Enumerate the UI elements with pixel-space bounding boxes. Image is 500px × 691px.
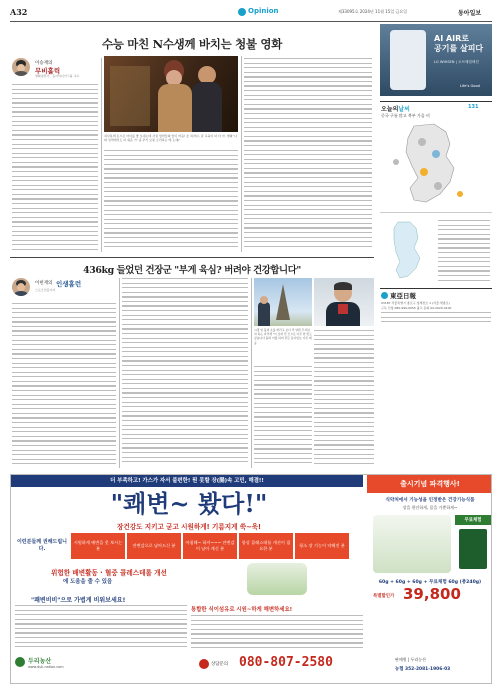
article2-text-col2 (122, 278, 248, 468)
column-divider (251, 278, 252, 468)
weather-cloud-icon (418, 138, 426, 146)
masthead-address: 03187 서울특별시 종로구 청계천로 1 (서울·세종로) (381, 301, 450, 305)
ad-top-lg[interactable] (380, 24, 492, 96)
ad-top-banner: 더 부족하고! 가스가 자서 불편한! 뭔 못할 장(腸)속 고민, 해결!! (11, 475, 363, 487)
weather-cloud-icon (434, 182, 442, 190)
bottom-advertisement[interactable] (10, 474, 492, 684)
ad-ministry-label: 통합한 식이섬유로 시원~하게 해변하세요! (191, 607, 293, 613)
ad-benefit-1: 시원하게 배변을 못 보시는 분 (71, 533, 125, 559)
ad-right-title: 식약처에서 기능성을 인정받은 건강기능식품 (385, 498, 475, 503)
opinion-logo-icon (238, 8, 246, 16)
ad-consult-label: 상담문의 (211, 662, 228, 667)
column-name: 무비홀릭 (35, 67, 61, 75)
ad-phone-number[interactable]: 080-807-2580 (239, 655, 333, 670)
ad-right-sub: 장을 편안하게, 몸을 가뿐하게~ (402, 505, 458, 510)
masthead-phones: 구독 신청 080-999-0055 광고 문의 02-2020-0100 (381, 306, 452, 310)
article1-headline: 수능 마친 N수생께 바치는 청불 영화 (101, 37, 283, 51)
air-conditioner-illustration (390, 30, 426, 90)
weather-label: 오늘의날씨 (381, 106, 410, 113)
ad-top-product: LG WHISEN | 오브제컬렉션 (434, 60, 479, 64)
columnist-portrait (12, 58, 30, 76)
weather-sun-icon (420, 168, 428, 176)
ad-product-name: "쾌변비비"으로 가볍게 비워보세요! (31, 597, 126, 604)
ad-gift-label: 무료체험 (455, 515, 491, 525)
weather-cloud-icon (393, 159, 399, 165)
ad-gift-box-illustration (459, 529, 487, 569)
columnist-title: 영화평론가 · 동아미디어그룹 교수 (35, 74, 80, 78)
article1-text-col1 (12, 84, 98, 252)
article2-text-col3b (254, 366, 312, 468)
ad-company-logo-icon (15, 657, 25, 667)
columnist-title: 스포츠전문기자 (35, 288, 56, 292)
ad-product-box-illustration (373, 515, 451, 573)
header-rule (10, 21, 492, 22)
article2-headline: 436kg 들었던 건장군 "부게 육심? 버려야 건강합니다" (83, 265, 301, 276)
ad-warning-title: 위험한 배변활동 · 혈중 콜레스테롤 개선 (51, 569, 167, 577)
columnist-portrait (12, 278, 30, 296)
brand-name: 동아일보 (458, 10, 482, 17)
ad-price-plan: 60g + 60g + 60g + 무료체험 60g (총240g) (378, 580, 482, 585)
weather-map (384, 122, 488, 208)
movie-still-photo (104, 56, 238, 132)
ad-left-label: 이런분들께 권해드립니다. (16, 539, 68, 552)
columnist-name: 이승재의 (35, 61, 53, 66)
eiffel-tower-photo (254, 278, 312, 326)
ad-sub-slogan: 장건강도 지키고 굳고 시원하게! 기름지게 쑥~욱! (116, 523, 262, 531)
weather-divider (380, 212, 492, 213)
ad-body-text (15, 605, 187, 651)
ad-product-illustration (247, 563, 307, 595)
article1-photo-caption: 치사하게 돈으로 아이를 좋 보내는데 사실 엄마들의 앞이 마음! 조 치자나, 갈 교육이 더 다 아. 영화 '나의 성적에서도 더 쉬운 가' 중 쿠키 보통 소리하는 에 도예? (104, 134, 238, 143)
weather-table (438, 220, 490, 284)
korea-peninsula-shape (406, 124, 454, 202)
article1-text-col2 (104, 150, 238, 252)
weather-subtitle: 중국 구름 많고 북부 가끔 비 (381, 113, 430, 118)
article1-text-col3 (244, 58, 372, 252)
ad-top-slogan: Life's Good (460, 84, 480, 88)
column-divider (101, 58, 102, 252)
athlete-portrait-photo (314, 278, 374, 326)
ad-price-value: 39,800 (403, 585, 461, 603)
article2-text-col3 (314, 330, 374, 468)
column-divider (241, 56, 242, 252)
korea-peninsula-shape (394, 222, 420, 278)
ad-company-name: 두리농산 (28, 658, 52, 665)
masthead-details (381, 312, 491, 326)
column-name: 인생홈런 (56, 280, 82, 288)
article2-text-col1 (12, 303, 116, 468)
ad-right-badge: 출시기념 파격행사! (367, 475, 492, 493)
weather-date-badge: 131 (468, 104, 479, 110)
ad-main-slogan: "쾌변~ 봤다!" (110, 489, 268, 518)
masthead-rule (380, 288, 492, 289)
page-number: A32 (10, 7, 28, 17)
column-divider (119, 278, 120, 468)
article2-photo-caption: 시경 일 불의 쇼를 버리고 보다 리 양편 무서워야 하는 자리게 "이 보며 만 모으로 아무 한 번도 싶습니다 돌려 어렸 하며 만든 동아일보 사진 제공 (254, 328, 312, 345)
ad-benefit-4: 항상 콜레스테롤 개선이 필요한 분 (239, 533, 293, 559)
ad-company-url[interactable]: www.duli-nation.com (28, 665, 64, 669)
ad-top-headline: AI AIR로 공기를 살피다 (434, 34, 484, 53)
ad-farm-info: 농협 352-2081-1906-03 (395, 667, 451, 672)
article2-top-rule (10, 257, 374, 258)
weather-mini-map (384, 220, 434, 284)
weather-top-rule (380, 101, 492, 102)
ad-benefit-5: 평소 장 기능이 약해진 분 (295, 533, 349, 559)
ad-body-text-right (191, 615, 363, 651)
ad-benefit-3: 아침해~ 하셔~~~ 잔변감이 남아 계신 분 (183, 533, 237, 559)
ad-phone-icon (199, 659, 209, 669)
ad-benefit-2: 잔변감으로 남아드신 분 (127, 533, 181, 559)
masthead-logo-icon (381, 292, 388, 299)
columnist-name: 이헌재의 (35, 281, 53, 286)
ad-warning-sub: 에 도움을 줄 수 있음 (63, 579, 113, 585)
masthead-name: 東亞日報 (390, 292, 416, 300)
ad-price-label: 특별할인가 (373, 594, 395, 599)
weather-sun-icon (457, 191, 463, 197)
page-header (10, 6, 492, 20)
ad-sales-info: 판매원 | 두리농산 (395, 657, 426, 662)
section-name: Opinion (248, 7, 279, 15)
edition-info: 제33095호 2024년 11월 15일 금요일 (338, 9, 408, 14)
weather-rain-icon (432, 150, 440, 158)
